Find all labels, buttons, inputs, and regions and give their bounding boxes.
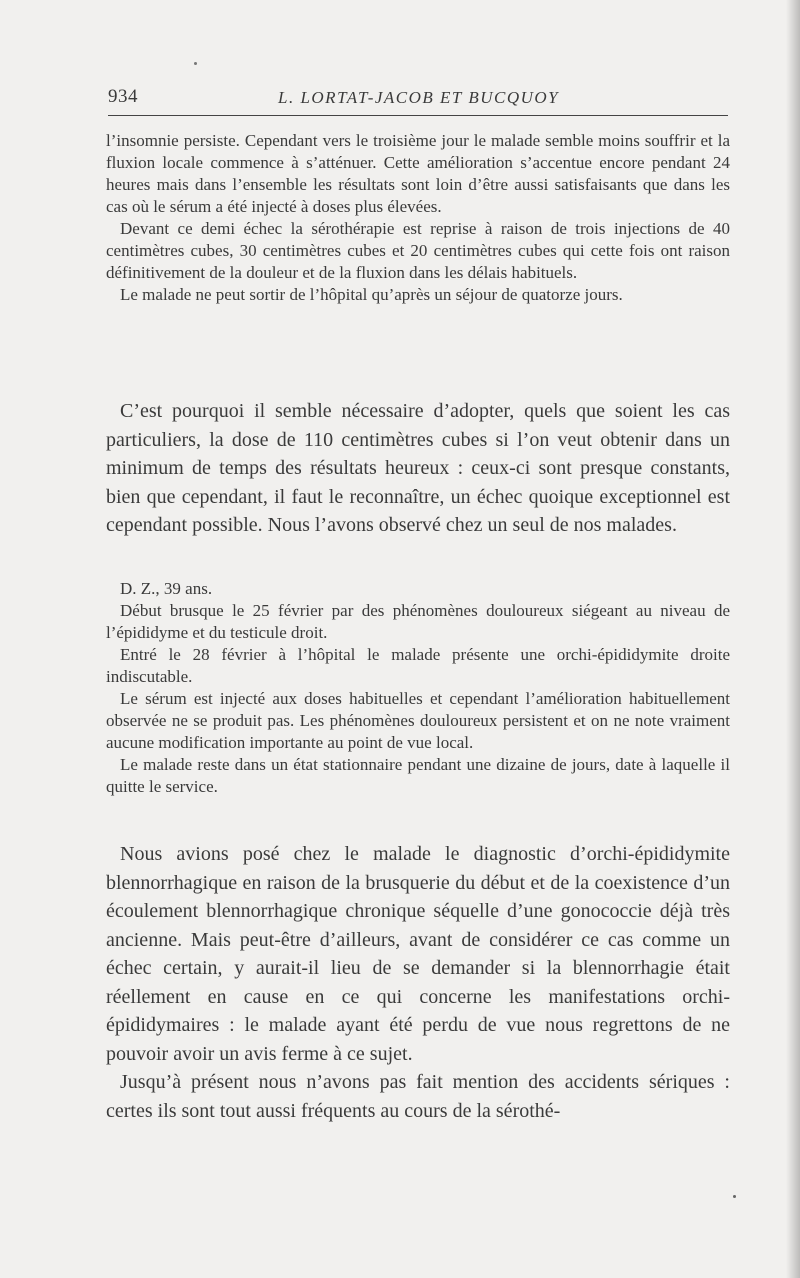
paragraph: Début brusque le 25 février par des phénomènes douloureux siégeant au niveau de l’épididyme et du testicule droit. [106,601,730,642]
main-text-section-2 [106,840,730,1125]
main-text-section-1 [106,397,730,540]
page-number: 934 [108,86,138,107]
paper-speck [733,1195,736,1198]
paragraph: Entré le 28 février à l’hôpital le malade présente une orchi-épididymite droite indiscutable. [106,645,730,686]
paragraph: Devant ce demi échec la sérothérapie est reprise à raison de trois injections de 40 centimètres cubes, 30 centimètres cubes et 20 centimètres cubes qui cette fois ont raison définitivement de la douleur et de la fluxion dans les délais habituels. [106,219,730,282]
paragraph: C’est pourquoi il semble nécessaire d’adopter, quels que soient les cas particuliers, la dose de 110 centimètres cubes si l’on veut obtenir dans un minimum de temps des résultats heureux : ceux-ci sont presque constants, bien que cependant, il faut le reconnaître, un échec quoique exceptionnel est cependant possible. Nous l’avons observé chez un seul de nos malades. [106,400,730,536]
paragraph: Jusqu’à présent nous n’avons pas fait mention des accidents sériques : certes ils sont tout aussi fréquents au cours de la sérothé- [106,1071,730,1122]
case-continuation-section [106,130,730,306]
header-rule [108,115,728,116]
printer-mark [194,62,197,65]
page-edge-shadow [786,0,800,1278]
paragraph: Le sérum est injecté aux doses habituelles et cependant l’amélioration habituellement observée ne se produit pas. Les phénomènes douloureux persistent et on ne note vraiment aucune modification importante au point de vue local. [106,689,730,752]
running-title: L. LORTAT-JACOB ET BUCQUOY [278,88,560,107]
paragraph: l’insomnie persiste. Cependant vers le troisième jour le malade semble moins souffrir et la fluxion locale commence à s’atténuer. Cette amélioration s’accentue encore pendant 24 heures mais dans l’ensemble les résultats sont loin d’être aussi satisfaisants que dans les cas où le sérum a été injecté à doses plus élevées. [106,131,730,216]
paragraph: Le malade reste dans un état stationnaire pendant une dizaine de jours, date à laquelle il quitte le service. [106,755,730,796]
paragraph: Nous avions posé chez le malade le diagnostic d’orchi-épididymite blennorrhagique en raison de la brusquerie du début et de la coexistence d’un écoulement blennorrhagique chronique séquelle d’une gonococcie déjà très ancienne. Mais peut-être d’ailleurs, avant de considérer ce cas comme un échec certain, y aurait-il lieu de se demander si la blennorrhagie était réellement en cause en ce qui concerne les manifestations orchi-épididymaires : le malade ayant été perdu de vue nous regrettons de ne pouvoir avoir un avis ferme à ce sujet. [106,843,730,1065]
case-report-dz [106,578,730,798]
case-heading: D. Z., 39 ans. [120,579,213,598]
page-header [108,86,728,114]
paragraph: Le malade ne peut sortir de l’hôpital qu’après un séjour de quatorze jours. [120,285,623,304]
